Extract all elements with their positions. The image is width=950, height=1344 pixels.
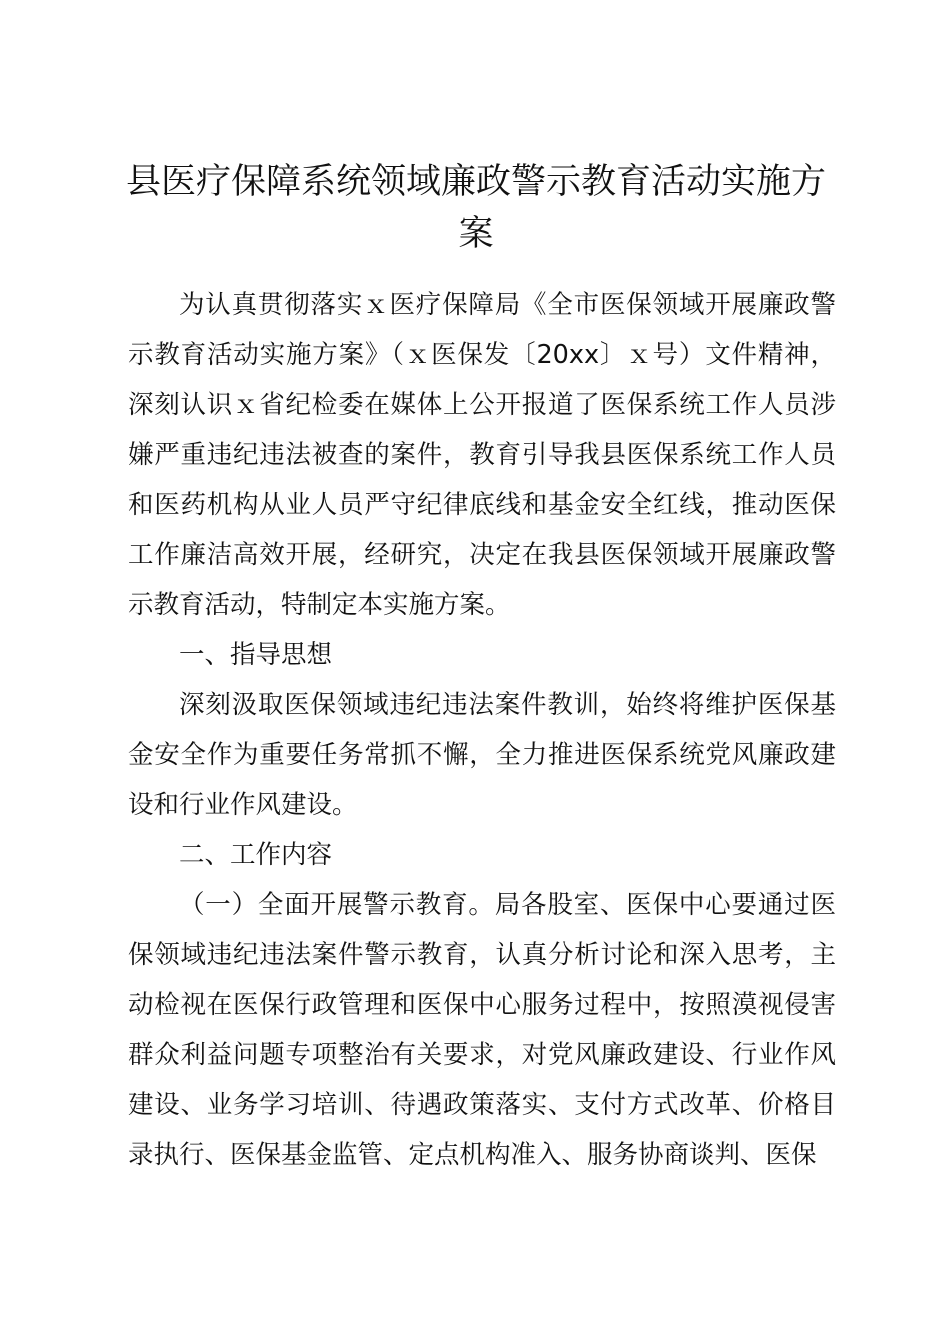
guiding-ideology-paragraph: 深刻汲取医保领域违纪违法案件教训，始终将维护医保基金安全作为重要任务常抓不懈，全力推进医保系统党风廉政建设和行业作风建设。 [128, 690, 836, 820]
document-body [128, 280, 836, 1180]
document-title: 县医疗保障系统领域廉政警示教育活动实施方案 [125, 162, 826, 254]
section-heading-guiding-ideology: 一、指导思想 [179, 640, 333, 670]
section-heading-work-content: 二、工作内容 [179, 840, 333, 870]
intro-paragraph: 为认真贯彻落实ｘ医疗保障局《全市医保领域开展廉政警示教育活动实施方案》（ｘ医保发〔20xx〕ｘ号）文件精神，深刻认识ｘ省纪检委在媒体上公开报道了医保系统工作人员涉嫌严重违纪违法被查的案件，教育引导我县医保系统工作人员和医药机构从业人员严守纪律底线和基金安全红线，推动医保工作廉洁高效开展，经研究，决定在我县医保领域开展廉政警示教育活动，特制定本实施方案。 [128, 290, 836, 620]
work-content-paragraph-1: （一）全面开展警示教育。局各股室、医保中心要通过医保领域违纪违法案件警示教育，认真分析讨论和深入思考，主动检视在医保行政管理和医保中心服务过程中，按照漠视侵害群众利益问题专项整治有关要求，对党风廉政建设、行业作风建设、业务学习培训、待遇政策落实、支付方式改革、价格目录执行、医保基金监管、定点机构准入、服务协商谈判、医保 [128, 890, 836, 1170]
